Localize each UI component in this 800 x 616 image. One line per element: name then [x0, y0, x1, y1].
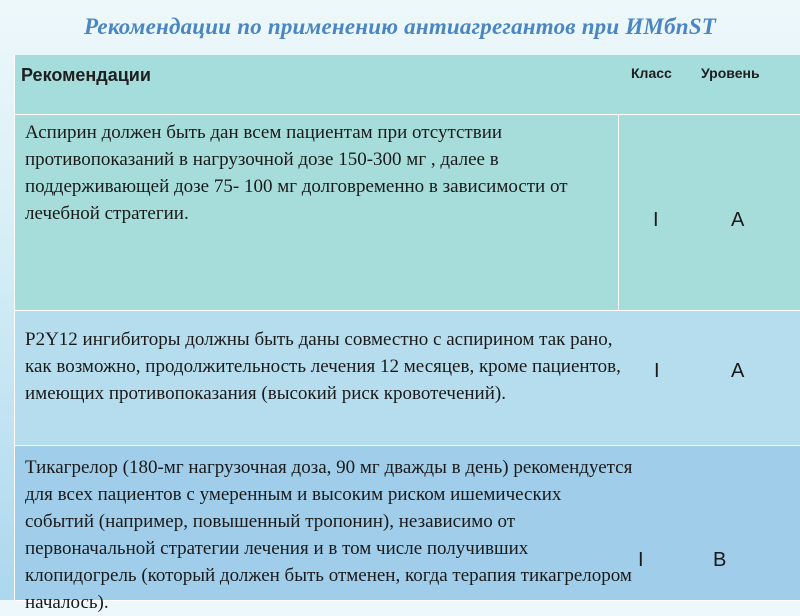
level-value: A: [731, 209, 745, 231]
table-row: [15, 311, 800, 446]
table-row: [15, 446, 800, 613]
class-value: I: [638, 549, 644, 571]
recommendation-text: P2Y12 ингибиторы должны быть даны совместно с аспирином так рано, как возможно, продолжительность лечения 12 месяцев, кроме пациентов, имеющих противопоказания (высокий риск кровотечений).: [25, 329, 621, 404]
recommendation-text: Аспирин должен быть дан всем пациентам при отсутствии противопоказаний в нагрузочной дозе 150-300 мг , далее в поддерживающей дозе 75- 100 мг долговременно в зависимости от лечебной стратегии.: [25, 122, 568, 224]
level-value: A: [731, 360, 745, 382]
level-value: B: [713, 549, 727, 571]
table-header: [15, 55, 800, 115]
header-level: Уровень: [701, 65, 760, 81]
recommendations-table: [14, 55, 800, 613]
recommendation-text: Тикагрелор (180-мг нагрузочная доза, 90 мг дважды в день) рекомендуется для всех пациентов с умеренным и высоким риском ишемических событий (например, повышенный тропонин), независимо от первоначальной стратегии лечения и в том числе получивших клопидогрель (который должен быть отменен, когда терапия тикагрелором началось).: [25, 457, 633, 613]
class-value: I: [653, 209, 659, 231]
slide-title: Рекомендации по применению антиагрегантов при ИМбпST: [84, 14, 716, 39]
table-row: [15, 115, 800, 311]
header-class: Класс: [631, 65, 672, 81]
header-recommendations: Рекомендации: [21, 65, 151, 85]
class-value: I: [654, 360, 660, 382]
